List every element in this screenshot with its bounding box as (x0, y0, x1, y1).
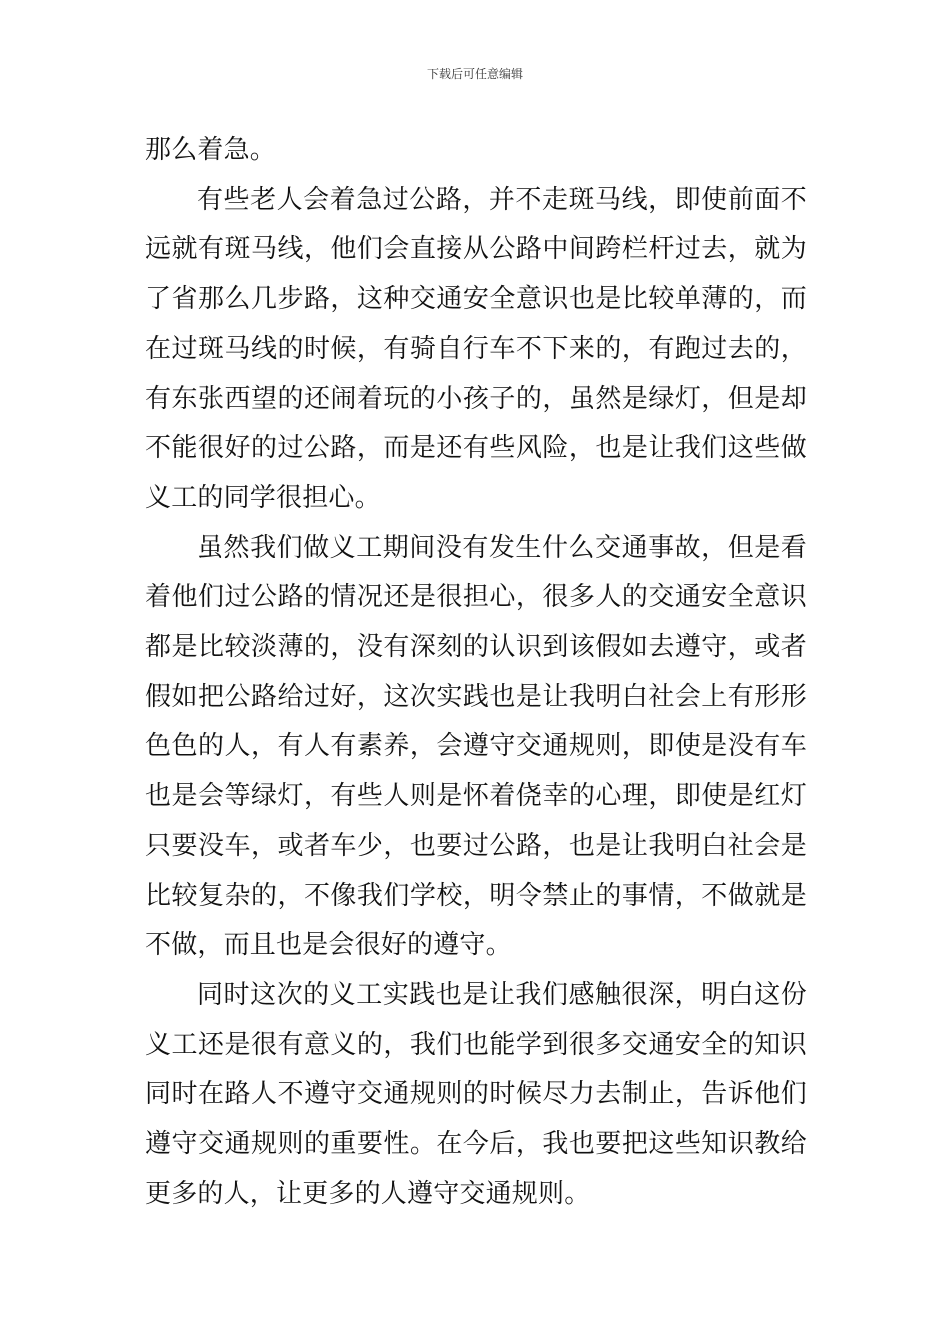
paragraph: 那么着急。 (145, 135, 277, 165)
paragraph: 虽然我们做义工期间没有发生什么交通事故，但是看着他们过公路的情况还是很担心，很多人的交通安全意识都是比较淡薄的，没有深刻的认识到该假如去遵守，或者假如把公路给过好，这次实践也是让我明白社会上有形形色色的人，有人有素养，会遵守交通规则，即使是没有车也是会等绿灯，有些人则是怀着侥幸的心理，即使是红灯只要没车，或者车少，也要过公路，也是让我明白社会是比较复杂的，不像我们学校，明令禁止的事情，不做就是不做，而且也是会很好的遵守。 (145, 532, 807, 961)
paragraph: 有些老人会着急过公路，并不走斑马线，即使前面不远就有斑马线，他们会直接从公路中间跨栏杆过去，就为了省那么几步路，这种交通安全意识也是比较单薄的，而在过斑马线的时候，有骑自行车不下来的，有跑过去的，有东张西望的还闹着玩的小孩子的，虽然是绿灯，但是却不能很好的过公路，而是还有些风险，也是让我们这些做义工的同学很担心。 (145, 184, 807, 513)
body-text (145, 126, 807, 1219)
paragraph: 同时这次的义工实践也是让我们感触很深，明白这份义工还是很有意义的，我们也能学到很多交通安全的知识同时在路人不遵守交通规则的时候尽力去制止，告诉他们遵守交通规则的重要性。在今后，我也要把这些知识教给更多的人，让更多的人遵守交通规则。 (145, 979, 807, 1209)
page-header: 下载后可任意编辑 (426, 67, 523, 81)
